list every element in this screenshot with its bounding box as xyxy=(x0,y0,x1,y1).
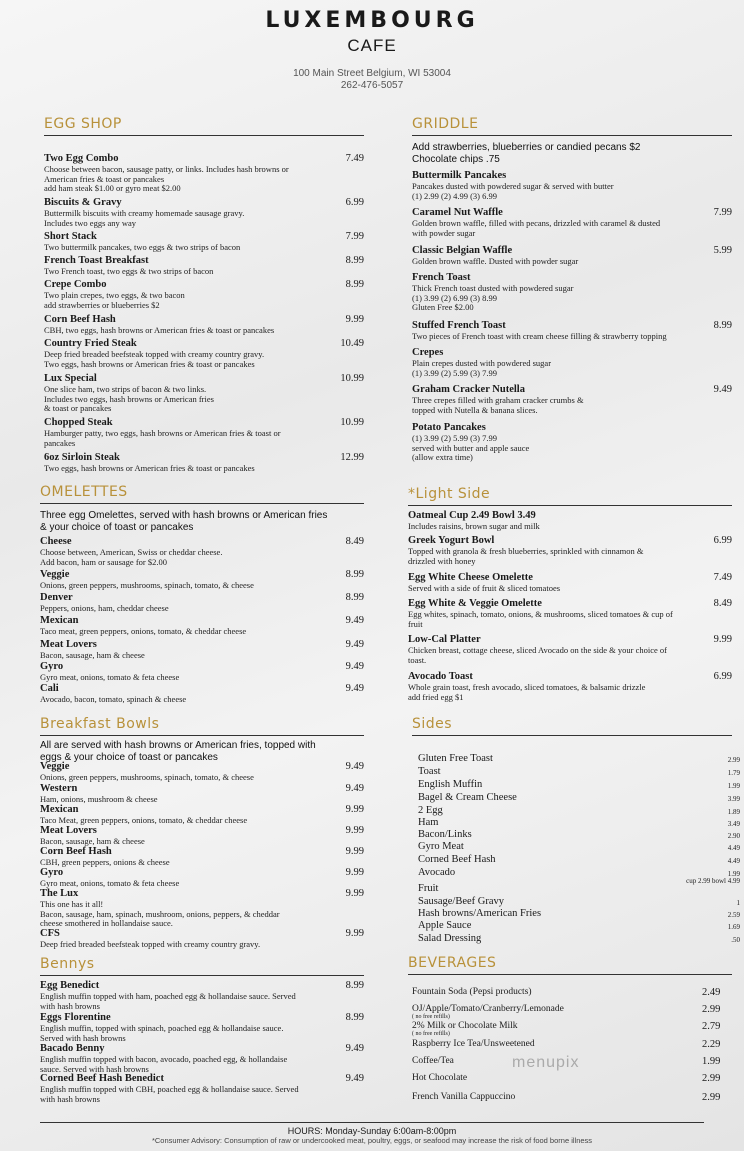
item-price: 9.49 xyxy=(345,761,364,772)
item-name: Greek Yogurt Bowl xyxy=(408,535,495,546)
menu-item xyxy=(44,338,364,369)
item-price: 7.49 xyxy=(713,572,732,583)
item-price: 8.99 xyxy=(345,279,364,290)
item-description: Ham, onions, mushroom & cheese xyxy=(40,794,158,804)
side-item-name: Corned Beef Hash xyxy=(418,854,496,865)
menu-item xyxy=(412,384,732,415)
menu-item xyxy=(40,928,364,950)
item-name: Low-Cal Platter xyxy=(408,634,481,645)
menu-item xyxy=(408,510,732,532)
item-description: Includes two eggs, hash browns or American fries xyxy=(44,393,214,404)
item-price: 8.49 xyxy=(345,536,364,547)
intro-line: Chocolate chips .75 xyxy=(412,154,500,165)
item-name: Two Egg Combo xyxy=(44,153,119,164)
item-price: 8.99 xyxy=(345,569,364,580)
beverage-note: ( no free refills) xyxy=(412,1031,450,1037)
item-description: English muffin topped with CBH, poached egg & hollandaise sauce. Served xyxy=(40,1084,299,1094)
item-name: Denver xyxy=(40,592,73,603)
intro-line: Add strawberries, blueberries or candied pecans $2 xyxy=(412,142,641,153)
side-item-name: 2 Egg xyxy=(418,805,443,816)
item-description: (1) 3.99 (2) 5.99 (3) 7.99 xyxy=(412,367,497,378)
item-price: 9.49 xyxy=(345,683,364,694)
item-price: 8.99 xyxy=(713,320,732,331)
item-name: CFS xyxy=(40,928,60,939)
item-name: Veggie xyxy=(40,761,70,772)
menu-item xyxy=(40,867,364,889)
side-item-name: Bacon/Links xyxy=(418,829,472,840)
item-name: Classic Belgian Waffle xyxy=(412,245,513,256)
menu-item xyxy=(44,417,364,448)
item-description: This one has it all! xyxy=(40,899,104,909)
side-item-price: 1.99 xyxy=(727,870,740,878)
item-description: Bacon, sausage, ham & cheese xyxy=(40,650,145,660)
item-description: Gyro meat, onions, tomato & feta cheese xyxy=(40,672,180,682)
item-description: Peppers, onions, ham, cheddar cheese xyxy=(40,603,169,613)
item-price: 8.99 xyxy=(345,1012,364,1023)
item-description: Includes two eggs any way xyxy=(44,217,137,228)
item-price: 8.99 xyxy=(345,980,364,991)
restaurant-subtitle: CAFE xyxy=(347,36,397,55)
item-description: One slice ham, two strips of bacon & two links. xyxy=(44,384,207,394)
item-description: & toast or pancakes xyxy=(44,403,112,413)
item-price: 10.99 xyxy=(340,417,364,428)
item-price: 10.99 xyxy=(340,373,364,384)
menu-item xyxy=(40,1043,364,1074)
side-item-price: 2.99 xyxy=(727,756,740,764)
item-name: Bacado Benny xyxy=(40,1043,105,1054)
item-name: Crepes xyxy=(412,347,444,358)
beverage-price: 2.29 xyxy=(702,1039,721,1050)
menu-item xyxy=(40,761,364,783)
item-description: Whole grain toast, fresh avocado, sliced tomatoes, & balsamic drizzle xyxy=(408,682,646,692)
section-title-sides: Sides xyxy=(412,716,732,736)
item-name: Oatmeal Cup 2.49 Bowl 3.49 xyxy=(408,510,536,521)
item-description: Deep fried breaded beefsteak topped with creamy country gravy. xyxy=(40,939,261,949)
item-price: 8.99 xyxy=(345,255,364,266)
item-description: Chicken breast, cottage cheese, sliced Avocado on the side & your choice of xyxy=(408,645,668,655)
menu-item xyxy=(412,207,732,238)
section-title-bennys: Bennys xyxy=(40,956,364,976)
item-price: 6.99 xyxy=(713,671,732,682)
item-name: Lux Special xyxy=(44,373,97,384)
item-name: Egg White & Veggie Omelette xyxy=(408,598,542,609)
item-name: Meat Lovers xyxy=(40,825,97,836)
menu-item xyxy=(40,1012,364,1043)
item-description: drizzled with honey xyxy=(408,555,476,566)
beverage-name xyxy=(412,1056,454,1066)
item-name: Country Fried Steak xyxy=(44,338,137,349)
menu-item xyxy=(44,373,364,414)
item-description: Hamburger patty, two eggs, hash browns or American fries & toast or xyxy=(44,428,281,438)
hours: HOURS: Monday-Sunday 6:00am-8:00pm xyxy=(40,1122,704,1136)
item-name: The Lux xyxy=(40,888,79,899)
item-description: with powder sugar xyxy=(412,227,476,238)
beverage-price: 2.49 xyxy=(702,987,721,998)
item-description: Two French toast, two eggs & two strips of bacon xyxy=(44,266,214,276)
item-name: Meat Lovers xyxy=(40,639,97,650)
item-name: Cheese xyxy=(40,536,72,547)
item-description: English muffin topped with bacon, avocado, poached egg, & hollandaise xyxy=(40,1054,288,1064)
section-title-griddle: GRIDDLE xyxy=(412,116,732,136)
item-description: Two buttermilk pancakes, two eggs & two strips of bacon xyxy=(44,242,241,252)
item-name: Mexican xyxy=(40,804,79,815)
beverage-label: 2% Milk or Chocolate Milk xyxy=(412,1021,518,1031)
menu-item xyxy=(408,598,732,629)
section-intro-griddle xyxy=(412,142,732,166)
item-description: Bacon, sausage, ham & cheese xyxy=(40,836,145,846)
item-price: 9.99 xyxy=(713,634,732,645)
side-item-price: 4.49 xyxy=(727,857,740,865)
item-description: Pancakes dusted with powdered sugar & served with butter xyxy=(412,181,614,191)
item-description: Taco Meat, green peppers, onions, tomato, & cheddar cheese xyxy=(40,815,248,825)
side-item-price: .50 xyxy=(731,936,740,944)
beverage-label: Fountain Soda (Pepsi products) xyxy=(412,987,532,997)
item-price: 9.49 xyxy=(713,384,732,395)
menu-item xyxy=(40,1073,364,1104)
item-name: Mexican xyxy=(40,615,79,626)
item-description: Three crepes filled with graham cracker crumbs & xyxy=(412,395,584,405)
address-block xyxy=(0,68,744,92)
side-item-name: English Muffin xyxy=(418,779,483,790)
item-price: 12.99 xyxy=(340,452,364,463)
side-item-name: Salad Dressing xyxy=(418,933,482,944)
item-description: fruit xyxy=(408,618,423,629)
item-description: Add bacon, ham or sausage for $2.00 xyxy=(40,556,167,567)
item-name: Corn Beef Hash xyxy=(40,846,112,857)
menu-item xyxy=(44,231,364,253)
item-name: French Toast xyxy=(412,272,471,283)
item-description: with hash browns xyxy=(40,1093,100,1104)
beverage-label: Raspberry Ice Tea/Unsweetened xyxy=(412,1039,535,1049)
item-name: Gyro xyxy=(40,867,64,878)
menu-item xyxy=(40,888,364,929)
item-description: Gyro meat, onions, tomato & feta cheese xyxy=(40,878,180,888)
section-title-egg_shop: EGG SHOP xyxy=(44,116,364,136)
item-description: served with butter and apple sauce xyxy=(412,442,530,453)
section-title-beverages: BEVERAGES xyxy=(408,955,732,975)
beverage-label: OJ/Apple/Tomato/Cranberry/Lemonade xyxy=(412,1004,564,1014)
item-description: Golden brown waffle. Dusted with powder sugar xyxy=(412,256,579,266)
menu-item xyxy=(44,314,364,336)
item-name: Egg White Cheese Omelette xyxy=(408,572,533,583)
menu-item xyxy=(412,245,732,267)
menu-item xyxy=(412,272,732,313)
item-description: (1) 3.99 (2) 6.99 (3) 8.99 xyxy=(412,292,497,303)
item-description: Includes raisins, brown sugar and milk xyxy=(408,521,540,531)
item-description: (1) 3.99 (2) 5.99 (3) 7.99 xyxy=(412,433,497,443)
item-description: English muffin topped with ham, poached egg & hollandaise sauce. Served xyxy=(40,991,296,1001)
item-description: toast. xyxy=(408,654,427,665)
item-price: 9.99 xyxy=(345,804,364,815)
item-description: add ham steak $1.00 or gyro meat $2.00 xyxy=(44,183,181,193)
side-item-name: Bagel & Cream Cheese xyxy=(418,792,517,803)
item-description: Two eggs, hash browns or American fries & toast or pancakes xyxy=(44,358,255,369)
item-name: Chopped Steak xyxy=(44,417,113,428)
item-description: add strawberries or blueberries $2 xyxy=(44,299,160,310)
section-title-light: *Light Side xyxy=(408,486,732,506)
item-price: 9.99 xyxy=(345,825,364,836)
intro-line: All are served with hash browns or American fries, topped with xyxy=(40,740,316,751)
menu-item xyxy=(44,153,364,194)
beverage-name xyxy=(412,1092,515,1102)
item-name: Buttermilk Pancakes xyxy=(412,170,507,181)
menu-item xyxy=(44,452,364,474)
side-item-price: 3.49 xyxy=(727,820,740,828)
item-description: topped with Nutella & banana slices. xyxy=(412,404,538,415)
item-description: Deep fried breaded beefsteak topped with creamy country gravy. xyxy=(44,349,265,359)
item-price: 10.49 xyxy=(340,338,364,349)
item-name: Gyro xyxy=(40,661,64,672)
item-description: Two eggs, hash browns or American fries & toast or pancakes xyxy=(44,463,255,473)
item-name: Avocado Toast xyxy=(408,671,473,682)
consumer-advisory: *Consumer Advisory: Consumption of raw or undercooked meat, poultry, eggs, or seafood may increase the risk of food borne illness xyxy=(151,1136,593,1145)
beverage-note: ( no free refills) xyxy=(412,1014,450,1020)
side-item-name: Fruit xyxy=(418,883,439,894)
item-name: Caramel Nut Waffle xyxy=(412,207,503,218)
side-item-price: 2.90 xyxy=(727,832,740,840)
side-item-price: 1.79 xyxy=(727,769,740,777)
menu-item xyxy=(40,783,364,805)
item-price: 8.99 xyxy=(345,592,364,603)
side-item-name: Avocado xyxy=(418,867,456,878)
item-price: 9.49 xyxy=(345,1043,364,1054)
item-name: Egg Benedict xyxy=(40,980,100,991)
side-item-name: Apple Sauce xyxy=(418,920,472,931)
side-item-price: 1.99 xyxy=(727,782,740,790)
item-name: Corn Beef Hash xyxy=(44,314,116,325)
side-item-name: Gluten Free Toast xyxy=(418,753,493,764)
item-description: CBH, green peppers, onions & cheese xyxy=(40,857,170,867)
item-description: Plain crepes dusted with powdered sugar xyxy=(412,358,552,368)
menu-item xyxy=(40,683,364,705)
item-description: sauce. Served with hash browns xyxy=(40,1063,149,1074)
menu-item xyxy=(40,569,364,591)
side-item-name: Ham xyxy=(418,817,439,828)
item-description: Golden brown waffle, filled with pecans, drizzled with caramel & dusted xyxy=(412,218,661,228)
item-name: Veggie xyxy=(40,569,70,580)
side-item-name: Gyro Meat xyxy=(418,841,464,852)
item-name: Short Stack xyxy=(44,231,97,242)
side-item-price: 1.89 xyxy=(727,808,740,816)
item-price: 5.99 xyxy=(713,245,732,256)
item-description: CBH, two eggs, hash browns or American fries & toast or pancakes xyxy=(44,325,275,335)
phone: 262-476-5057 xyxy=(340,80,404,91)
item-description: cheese smothered in hollandaise sauce. xyxy=(40,918,173,928)
menu-item xyxy=(412,170,732,201)
item-description: pancakes xyxy=(44,437,76,448)
item-price: 6.99 xyxy=(713,535,732,546)
menu-item xyxy=(40,661,364,683)
item-name: Western xyxy=(40,783,78,794)
side-item-price: 4.49 xyxy=(727,844,740,852)
menu-item xyxy=(408,634,732,665)
menu-item xyxy=(412,320,732,342)
item-description: (allow extra time) xyxy=(412,452,473,462)
item-description: Avocado, bacon, tomato, spinach & cheese xyxy=(40,694,187,704)
side-item-price: 3.99 xyxy=(727,795,740,803)
beverage-name xyxy=(412,987,532,997)
intro-line: & your choice of toast or pancakes xyxy=(40,522,194,533)
item-name: Crepe Combo xyxy=(44,279,107,290)
side-item-price: cup 2.99 bowl 4.99 xyxy=(686,877,740,885)
watermark: menupix xyxy=(512,1054,580,1071)
item-name: Stuffed French Toast xyxy=(412,320,506,331)
item-description: (1) 2.99 (2) 4.99 (3) 6.99 xyxy=(412,190,497,201)
beverage-price: 2.99 xyxy=(702,1073,721,1084)
menu-item xyxy=(40,615,364,637)
item-description: Two pieces of French toast with cream cheese filling & strawberry topping xyxy=(412,331,667,341)
beverage-label: Coffee/Tea xyxy=(412,1056,454,1066)
item-description: with hash browns xyxy=(40,1000,100,1011)
menu-item xyxy=(412,347,732,378)
item-name: Cali xyxy=(40,683,59,694)
item-description: Choose between bacon, sausage patty, or links. Includes hash browns or xyxy=(44,164,289,174)
menu-item xyxy=(40,846,364,868)
intro-line: eggs & your choice of toast or pancakes xyxy=(40,752,218,763)
side-item-price: 1.69 xyxy=(727,923,740,931)
item-price: 9.99 xyxy=(345,928,364,939)
item-price: 9.99 xyxy=(345,867,364,878)
item-price: 9.99 xyxy=(345,846,364,857)
menu-item xyxy=(40,804,364,826)
intro-line: Three egg Omelettes, served with hash browns or American fries xyxy=(40,510,328,521)
item-description: Served with a side of fruit & sliced tomatoes xyxy=(408,583,561,593)
item-name: Graham Cracker Nutella xyxy=(412,384,525,395)
beverage-name xyxy=(412,1039,535,1049)
beverage-label: French Vanilla Cappuccino xyxy=(412,1092,516,1102)
menu-item xyxy=(408,572,732,594)
item-name: French Toast Breakfast xyxy=(44,255,149,266)
item-price: 9.49 xyxy=(345,639,364,650)
beverage-price: 2.99 xyxy=(702,1092,721,1103)
item-description: Choose between, American, Swiss or cheddar cheese. xyxy=(40,547,223,557)
menu-item xyxy=(412,422,732,463)
side-item-name: Sausage/Beef Gravy xyxy=(418,896,505,907)
beverage-price: 2.99 xyxy=(702,1004,721,1015)
item-description: Topped with granola & fresh blueberries, sprinkled with cinnamon & xyxy=(408,546,644,556)
beverage-price: 1.99 xyxy=(702,1056,721,1067)
section-title-omelettes: OMELETTES xyxy=(40,484,364,504)
item-name: Eggs Florentine xyxy=(40,1012,111,1023)
beverage-name xyxy=(412,1021,518,1037)
item-description: English muffin, topped with spinach, poached egg & hollandaise sauce. xyxy=(40,1023,284,1033)
item-description: Thick French toast dusted with powdered sugar xyxy=(412,283,574,293)
beverage-name xyxy=(412,1073,467,1083)
item-description: add fried egg $1 xyxy=(408,691,464,702)
item-price: 9.99 xyxy=(345,314,364,325)
menu-item xyxy=(40,639,364,661)
side-item-price: 1 xyxy=(736,899,740,907)
menu-item xyxy=(44,197,364,228)
restaurant-name: LUXEMBOURG xyxy=(265,8,479,33)
beverage-price: 2.79 xyxy=(702,1021,721,1032)
section-title-bowls: Breakfast Bowls xyxy=(40,716,364,736)
item-name: Corned Beef Hash Benedict xyxy=(40,1073,164,1084)
item-description: Egg whites, spinach, tomato, onions, & mushrooms, sliced tomatoes & cup of xyxy=(408,609,673,619)
menu-item xyxy=(44,279,364,310)
item-price: 9.49 xyxy=(345,661,364,672)
item-name: 6oz Sirloin Steak xyxy=(44,452,120,463)
menu-item xyxy=(40,592,364,614)
item-description: Bacon, sausage, ham, spinach, mushroom, onions, peppers, & cheddar xyxy=(40,908,280,919)
side-item-name: Toast xyxy=(418,766,441,777)
item-price: 7.99 xyxy=(713,207,732,218)
address: 100 Main Street Belgium, WI 53004 xyxy=(293,68,451,79)
item-name: Biscuits & Gravy xyxy=(44,197,122,208)
item-price: 9.49 xyxy=(345,783,364,794)
beverage-label: Hot Chocolate xyxy=(412,1073,468,1083)
item-price: 9.99 xyxy=(345,888,364,899)
item-price: 7.49 xyxy=(345,153,364,164)
side-item-price: 2.59 xyxy=(727,911,740,919)
item-description: Two plain crepes, two eggs, & two bacon xyxy=(44,290,185,300)
menu-item xyxy=(408,671,732,702)
item-price: 7.99 xyxy=(345,231,364,242)
item-description: Onions, green peppers, mushrooms, spinach, tomato, & cheese xyxy=(40,772,254,782)
item-description: Taco meat, green peppers, onions, tomato, & cheddar cheese xyxy=(40,626,247,636)
item-price: 8.49 xyxy=(713,598,732,609)
item-price: 9.49 xyxy=(345,615,364,626)
menu-item xyxy=(44,255,364,277)
item-description: Served with hash browns xyxy=(40,1032,126,1043)
side-item-name: Hash browns/American Fries xyxy=(418,908,542,919)
item-description: American fries & toast or pancakes xyxy=(44,173,165,184)
item-price: 6.99 xyxy=(345,197,364,208)
item-description: Buttermilk biscuits with creamy homemade sausage gravy. xyxy=(44,208,245,218)
menu-item xyxy=(40,536,364,567)
item-price: 9.49 xyxy=(345,1073,364,1084)
item-description: Onions, green peppers, mushrooms, spinach, tomato, & cheese xyxy=(40,580,254,590)
section-intro-omelettes xyxy=(40,510,364,534)
menu-item xyxy=(40,980,364,1011)
beverage-name xyxy=(412,1004,564,1020)
menu-item xyxy=(408,535,732,566)
menu-item xyxy=(40,825,364,847)
item-name: Potato Pancakes xyxy=(412,422,486,433)
item-description: Gluten Free $2.00 xyxy=(412,302,474,312)
